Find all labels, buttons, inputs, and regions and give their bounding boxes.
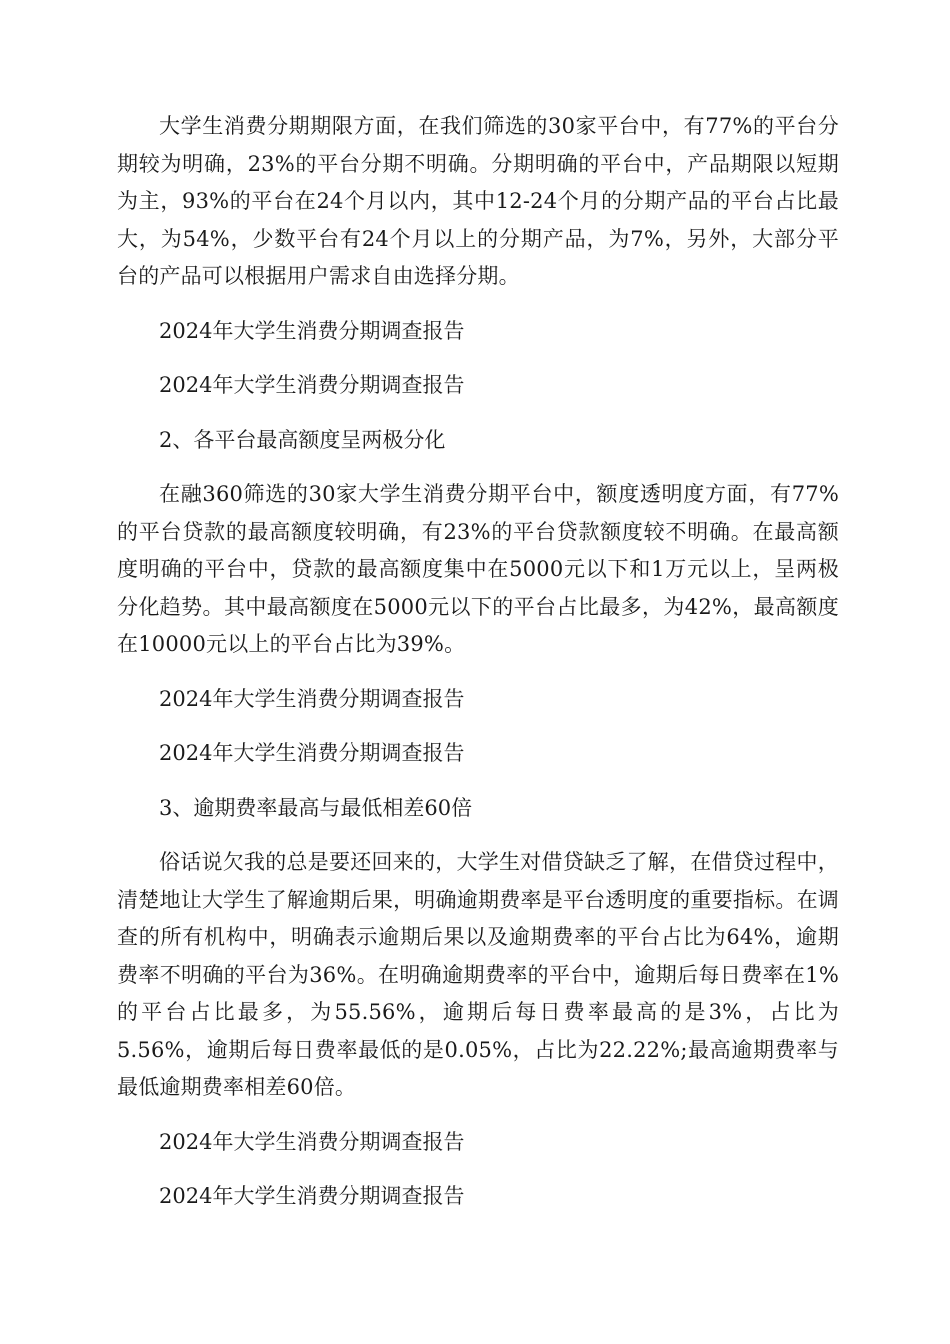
section-heading-credit-limit: 2、各平台最高额度呈两极分化	[159, 427, 446, 452]
report-title-line: 2024年大学生消费分期调查报告	[159, 318, 465, 343]
spacer	[117, 827, 839, 844]
spacer	[117, 350, 839, 367]
report-title-line: 2024年大学生消费分期调查报告	[159, 1129, 465, 1154]
report-title-line: 2024年大学生消费分期调查报告	[159, 686, 465, 711]
document-page	[117, 108, 839, 1216]
spacer	[117, 296, 839, 313]
spacer	[117, 718, 839, 735]
section-heading-overdue-rate: 3、逾期费率最高与最低相差60倍	[159, 795, 473, 820]
report-title-line: 2024年大学生消费分期调查报告	[159, 373, 465, 397]
spacer	[117, 459, 839, 476]
spacer	[117, 405, 839, 422]
paragraph-credit-limit: 在融360筛选的30家大学生消费分期平台中，额度透明度方面，有77%的平台贷款的最高额度较明确，有23%的平台贷款额度较不明确。在最高额度明确的平台中，贷款的最高额度集中在5000元以下和1万元以上，呈两极分化趋势。其中最高额度在5000元以下的平台占比最多，为42%，最高额度在10000元以上的平台占比为39%。	[117, 482, 839, 656]
spacer	[117, 1161, 839, 1178]
spacer	[117, 773, 839, 790]
report-title-line: 2024年大学生消费分期调查报告	[159, 741, 465, 765]
paragraph-installment-term: 大学生消费分期期限方面，在我们筛选的30家平台中，有77%的平台分期较为明确，23%的平台分期不明确。分期明确的平台中，产品期限以短期为主，93%的平台在24个月以内，其中12-24个月的分期产品的平台占比最大，为54%，少数平台有24个月以上的分期产品，为7%，另外，大部分平台的产品可以根据用户需求自由选择分期。	[117, 114, 839, 288]
spacer	[117, 664, 839, 681]
report-title-line: 2024年大学生消费分期调查报告	[159, 1184, 465, 1208]
paragraph-overdue-rate: 俗话说欠我的总是要还回来的，大学生对借贷缺乏了解，在借贷过程中，清楚地让大学生了解逾期后果，明确逾期费率是平台透明度的重要指标。在调查的所有机构中，明确表示逾期后果以及逾期费率的平台占比为64%，逾期费率不明确的平台为36%。在明确逾期费率的平台中，逾期后每日费率在1%的平台占比最多，为55.56%，逾期后每日费率最高的是3%，占比为5.56%，逾期后每日费率最低的是0.05%，占比为22.22%;最高逾期费率与最低逾期费率相差60倍。	[117, 850, 839, 1099]
spacer	[117, 1107, 839, 1124]
